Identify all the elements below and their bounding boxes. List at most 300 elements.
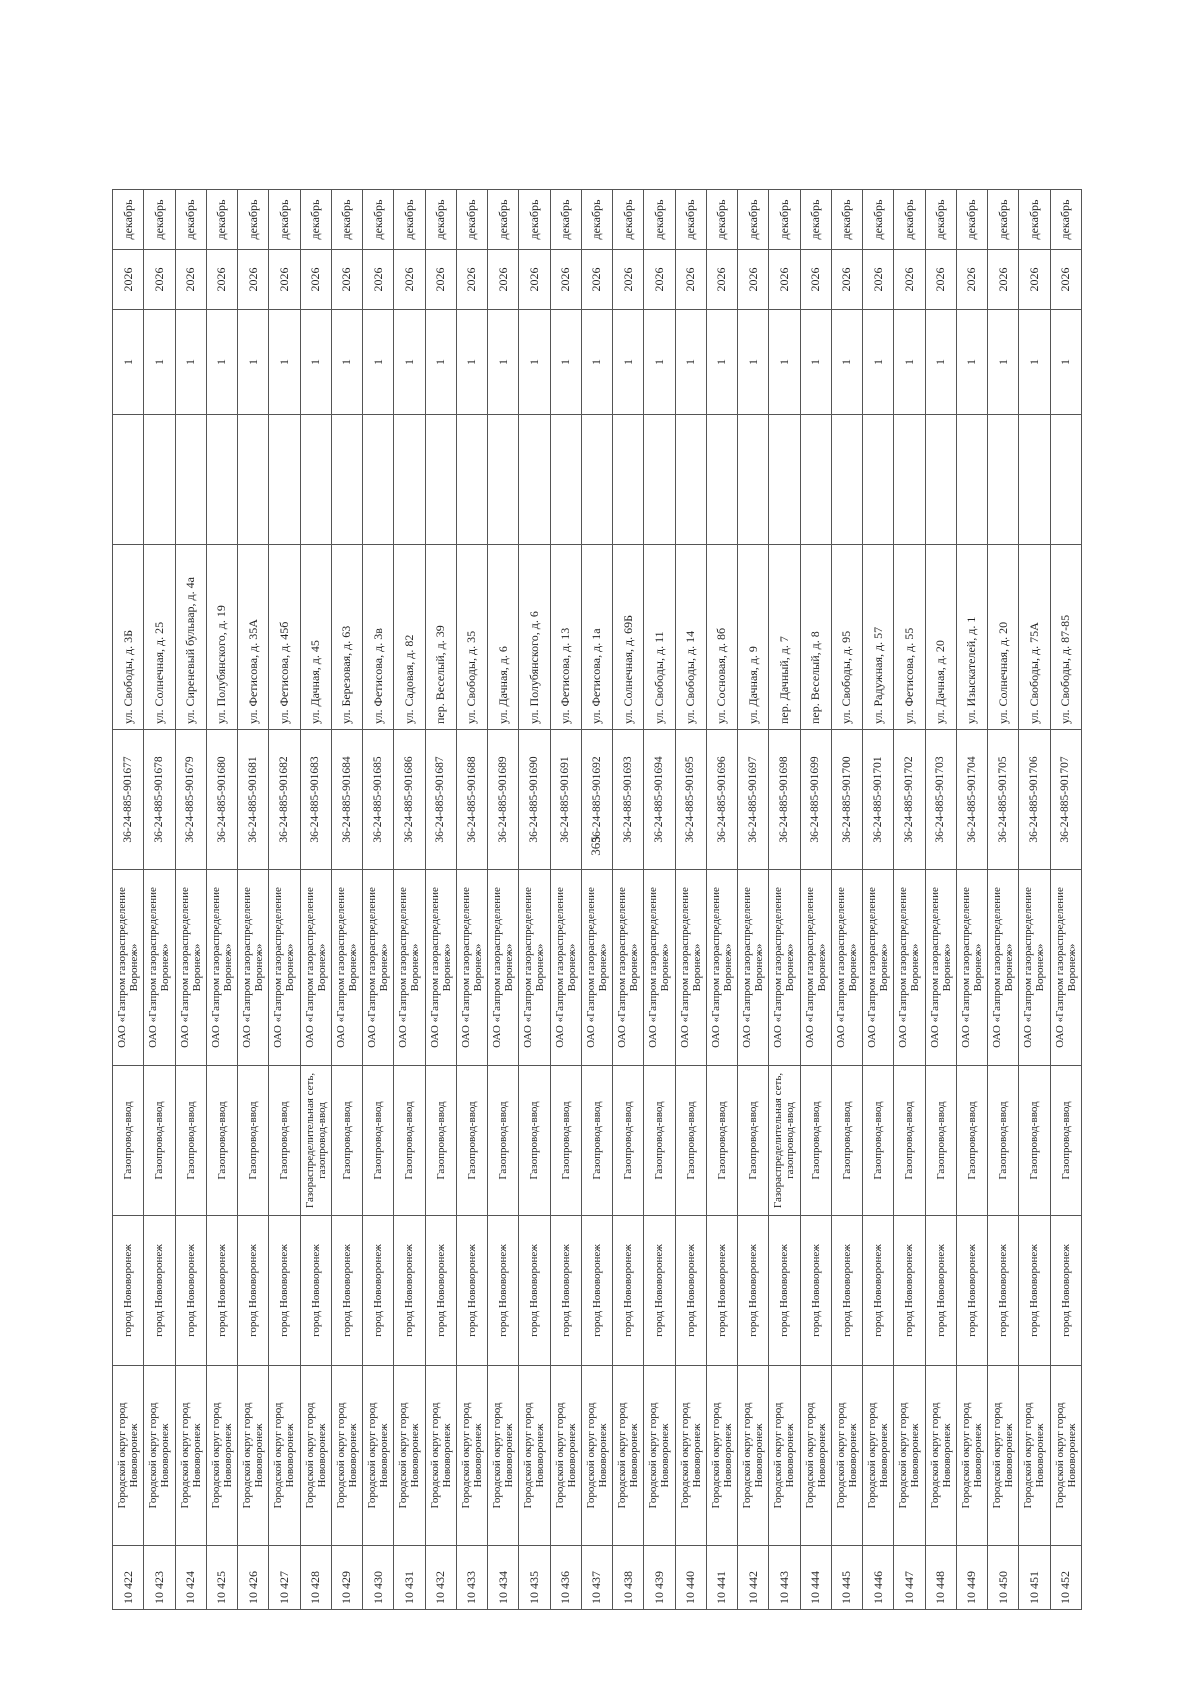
year-cell: 2026 xyxy=(144,250,175,310)
settlement-cell: город Нововоронеж xyxy=(675,1216,706,1366)
cadastral-number-cell: 36-24-885-901706 xyxy=(1019,730,1050,870)
object-type-cell: Газораспределительная сеть, газопровод-ввод xyxy=(769,1066,800,1216)
year-cell: 2026 xyxy=(488,250,519,310)
owner-cell: ОАО «Газпром газораспределение Воронеж» xyxy=(706,870,737,1066)
blank-cell xyxy=(988,415,1019,545)
owner-cell: ОАО «Газпром газораспределение Воронеж» xyxy=(331,870,362,1066)
cadastral-number-cell: 36-24-885-901697 xyxy=(738,730,769,870)
settlement-cell: город Нововоронеж xyxy=(113,1216,144,1366)
object-type-cell: Газопровод-ввод xyxy=(456,1066,487,1216)
owner-cell: ОАО «Газпром газораспределение Воронеж» xyxy=(113,870,144,1066)
month-cell: декабрь xyxy=(300,190,331,250)
settlement-cell: город Нововоронеж xyxy=(1019,1216,1050,1366)
municipality-cell: Городской округ город Нововоронеж xyxy=(206,1366,237,1546)
owner-cell: ОАО «Газпром газораспределение Воронеж» xyxy=(269,870,300,1066)
municipality-cell: Городской округ город Нововоронеж xyxy=(738,1366,769,1546)
object-type-cell: Газопровод-ввод xyxy=(706,1066,737,1216)
address-cell: ул. Сиреневый бульвар, д. 4а xyxy=(175,545,206,730)
address-cell: ул. Солнечная, д. 20 xyxy=(988,545,1019,730)
cadastral-number-cell: 36-24-885-901691 xyxy=(550,730,581,870)
municipality-cell: Городской округ город Нововоронеж xyxy=(300,1366,331,1546)
object-type-cell: Газопровод-ввод xyxy=(331,1066,362,1216)
owner-cell: ОАО «Газпром газораспределение Воронеж» xyxy=(831,870,862,1066)
address-cell: ул. Полубянского, д. 6 xyxy=(519,545,550,730)
quantity-cell: 1 xyxy=(144,310,175,415)
table-row xyxy=(206,190,237,1610)
quantity-cell: 1 xyxy=(800,310,831,415)
table-row xyxy=(675,190,706,1610)
cadastral-number-cell: 36-24-885-901680 xyxy=(206,730,237,870)
quantity-cell: 1 xyxy=(519,310,550,415)
registry-number-cell: 10 444 xyxy=(800,1546,831,1610)
cadastral-number-cell: 36-24-885-901707 xyxy=(1050,730,1082,870)
year-cell: 2026 xyxy=(925,250,956,310)
month-cell: декабрь xyxy=(456,190,487,250)
table-row xyxy=(988,190,1019,1610)
quantity-cell: 1 xyxy=(1019,310,1050,415)
object-type-cell: Газопровод-ввод xyxy=(550,1066,581,1216)
quantity-cell: 1 xyxy=(581,310,612,415)
month-cell: декабрь xyxy=(831,190,862,250)
registry-number-cell: 10 450 xyxy=(988,1546,1019,1610)
municipality-cell: Городской округ город Нововоронеж xyxy=(800,1366,831,1546)
object-type-cell: Газопровод-ввод xyxy=(894,1066,925,1216)
cadastral-number-cell: 36-24-885-901679 xyxy=(175,730,206,870)
month-cell: декабрь xyxy=(956,190,987,250)
registry-number-cell: 10 422 xyxy=(113,1546,144,1610)
table-row xyxy=(738,190,769,1610)
municipality-cell: Городской округ город Нововоронеж xyxy=(581,1366,612,1546)
municipality-cell: Городской округ город Нововоронеж xyxy=(144,1366,175,1546)
table-row xyxy=(456,190,487,1610)
cadastral-number-cell: 36-24-885-901694 xyxy=(644,730,675,870)
address-cell: ул. Фетисова, д. 13 xyxy=(550,545,581,730)
table-row xyxy=(956,190,987,1610)
table-row xyxy=(300,190,331,1610)
cadastral-number-cell: 36-24-885-901677 xyxy=(113,730,144,870)
blank-cell xyxy=(144,415,175,545)
object-type-cell: Газопровод-ввод xyxy=(831,1066,862,1216)
blank-cell xyxy=(331,415,362,545)
cadastral-number-cell: 36-24-885-901702 xyxy=(894,730,925,870)
settlement-cell: город Нововоронеж xyxy=(1050,1216,1082,1366)
municipality-cell: Городской округ город Нововоронеж xyxy=(956,1366,987,1546)
settlement-cell: город Нововоронеж xyxy=(550,1216,581,1366)
table-row xyxy=(550,190,581,1610)
registry-number-cell: 10 424 xyxy=(175,1546,206,1610)
owner-cell: ОАО «Газпром газораспределение Воронеж» xyxy=(675,870,706,1066)
table-row xyxy=(925,190,956,1610)
year-cell: 2026 xyxy=(581,250,612,310)
blank-cell xyxy=(581,415,612,545)
rotated-table-wrapper xyxy=(112,190,1082,1610)
municipality-cell: Городской округ город Нововоронеж xyxy=(925,1366,956,1546)
quantity-cell: 1 xyxy=(738,310,769,415)
address-cell: ул. Радужная, д. 57 xyxy=(863,545,894,730)
address-cell: ул. Дачная, д. 20 xyxy=(925,545,956,730)
registry-number-cell: 10 448 xyxy=(925,1546,956,1610)
settlement-cell: город Нововоронеж xyxy=(956,1216,987,1366)
object-type-cell: Газопровод-ввод xyxy=(238,1066,269,1216)
registry-number-cell: 10 432 xyxy=(425,1546,456,1610)
registry-number-cell: 10 434 xyxy=(488,1546,519,1610)
registry-number-cell: 10 452 xyxy=(1050,1546,1082,1610)
year-cell: 2026 xyxy=(1050,250,1082,310)
registry-table-body xyxy=(113,190,1082,1610)
object-type-cell: Газопровод-ввод xyxy=(144,1066,175,1216)
quantity-cell: 1 xyxy=(363,310,394,415)
year-cell: 2026 xyxy=(675,250,706,310)
municipality-cell: Городской округ город Нововоронеж xyxy=(1050,1366,1082,1546)
address-cell: ул. Дачная, д. 45 xyxy=(300,545,331,730)
municipality-cell: Городской округ город Нововоронеж xyxy=(550,1366,581,1546)
month-cell: декабрь xyxy=(769,190,800,250)
address-cell: ул. Свободы, д. 87-85 xyxy=(1050,545,1082,730)
blank-cell xyxy=(113,415,144,545)
cadastral-number-cell: 36-24-885-901683 xyxy=(300,730,331,870)
municipality-cell: Городской округ город Нововоронеж xyxy=(456,1366,487,1546)
settlement-cell: город Нововоронеж xyxy=(519,1216,550,1366)
address-cell: ул. Полубянского, д. 19 xyxy=(206,545,237,730)
table-row xyxy=(1019,190,1050,1610)
month-cell: декабрь xyxy=(269,190,300,250)
settlement-cell: город Нововоронеж xyxy=(738,1216,769,1366)
cadastral-number-cell: 36-24-885-901695 xyxy=(675,730,706,870)
blank-cell xyxy=(206,415,237,545)
year-cell: 2026 xyxy=(988,250,1019,310)
municipality-cell: Городской округ город Нововоронеж xyxy=(863,1366,894,1546)
settlement-cell: город Нововоронеж xyxy=(488,1216,519,1366)
blank-cell xyxy=(488,415,519,545)
year-cell: 2026 xyxy=(613,250,644,310)
blank-cell xyxy=(800,415,831,545)
table-row xyxy=(644,190,675,1610)
year-cell: 2026 xyxy=(956,250,987,310)
registry-number-cell: 10 449 xyxy=(956,1546,987,1610)
owner-cell: ОАО «Газпром газораспределение Воронеж» xyxy=(488,870,519,1066)
table-row xyxy=(269,190,300,1610)
quantity-cell: 1 xyxy=(769,310,800,415)
registry-number-cell: 10 430 xyxy=(363,1546,394,1610)
municipality-cell: Городской округ город Нововоронеж xyxy=(363,1366,394,1546)
table-row xyxy=(144,190,175,1610)
quantity-cell: 1 xyxy=(1050,310,1082,415)
table-row xyxy=(331,190,362,1610)
cadastral-number-cell: 36-24-885-901692 xyxy=(581,730,612,870)
cadastral-number-cell: 36-24-885-901682 xyxy=(269,730,300,870)
address-cell: ул. Изыскателей, д. 1 xyxy=(956,545,987,730)
registry-number-cell: 10 437 xyxy=(581,1546,612,1610)
year-cell: 2026 xyxy=(456,250,487,310)
address-cell: ул. Фетисова, д. 35А xyxy=(238,545,269,730)
blank-cell xyxy=(519,415,550,545)
owner-cell: ОАО «Газпром газораспределение Воронеж» xyxy=(863,870,894,1066)
blank-cell xyxy=(300,415,331,545)
municipality-cell: Городской округ город Нововоронеж xyxy=(769,1366,800,1546)
month-cell: декабрь xyxy=(488,190,519,250)
object-type-cell: Газопровод-ввод xyxy=(800,1066,831,1216)
year-cell: 2026 xyxy=(269,250,300,310)
table-row xyxy=(581,190,612,1610)
month-cell: декабрь xyxy=(863,190,894,250)
registry-number-cell: 10 435 xyxy=(519,1546,550,1610)
object-type-cell: Газопровод-ввод xyxy=(581,1066,612,1216)
quantity-cell: 1 xyxy=(675,310,706,415)
cadastral-number-cell: 36-24-885-901681 xyxy=(238,730,269,870)
registry-number-cell: 10 425 xyxy=(206,1546,237,1610)
cadastral-number-cell: 36-24-885-901703 xyxy=(925,730,956,870)
object-type-cell: Газопровод-ввод xyxy=(206,1066,237,1216)
quantity-cell: 1 xyxy=(238,310,269,415)
municipality-cell: Городской округ город Нововоронеж xyxy=(1019,1366,1050,1546)
owner-cell: ОАО «Газпром газораспределение Воронеж» xyxy=(1050,870,1082,1066)
month-cell: декабрь xyxy=(144,190,175,250)
owner-cell: ОАО «Газпром газораспределение Воронеж» xyxy=(394,870,425,1066)
cadastral-number-cell: 36-24-885-901699 xyxy=(800,730,831,870)
owner-cell: ОАО «Газпром газораспределение Воронеж» xyxy=(519,870,550,1066)
quantity-cell: 1 xyxy=(175,310,206,415)
cadastral-number-cell: 36-24-885-901700 xyxy=(831,730,862,870)
municipality-cell: Городской округ город Нововоронеж xyxy=(238,1366,269,1546)
address-cell: ул. Солнечная, д. 69Б xyxy=(613,545,644,730)
settlement-cell: город Нововоронеж xyxy=(425,1216,456,1366)
settlement-cell: город Нововоронеж xyxy=(394,1216,425,1366)
month-cell: декабрь xyxy=(894,190,925,250)
municipality-cell: Городской округ город Нововоронеж xyxy=(113,1366,144,1546)
object-type-cell: Газопровод-ввод xyxy=(175,1066,206,1216)
municipality-cell: Городской округ город Нововоронеж xyxy=(331,1366,362,1546)
table-row xyxy=(894,190,925,1610)
municipality-cell: Городской округ город Нововоронеж xyxy=(706,1366,737,1546)
owner-cell: ОАО «Газпром газораспределение Воронеж» xyxy=(175,870,206,1066)
object-type-cell: Газопровод-ввод xyxy=(738,1066,769,1216)
year-cell: 2026 xyxy=(300,250,331,310)
quantity-cell: 1 xyxy=(206,310,237,415)
blank-cell xyxy=(644,415,675,545)
object-type-cell: Газопровод-ввод xyxy=(363,1066,394,1216)
settlement-cell: город Нововоронеж xyxy=(925,1216,956,1366)
blank-cell xyxy=(550,415,581,545)
cadastral-number-cell: 36-24-885-901705 xyxy=(988,730,1019,870)
address-cell: пер. Веселый, д. 8 xyxy=(800,545,831,730)
quantity-cell: 1 xyxy=(831,310,862,415)
object-type-cell: Газопровод-ввод xyxy=(425,1066,456,1216)
owner-cell: ОАО «Газпром газораспределение Воронеж» xyxy=(1019,870,1050,1066)
municipality-cell: Городской округ город Нововоронеж xyxy=(488,1366,519,1546)
month-cell: декабрь xyxy=(394,190,425,250)
registry-number-cell: 10 451 xyxy=(1019,1546,1050,1610)
settlement-cell: город Нововоронеж xyxy=(269,1216,300,1366)
year-cell: 2026 xyxy=(113,250,144,310)
address-cell: ул. Березовая, д. 63 xyxy=(331,545,362,730)
month-cell: декабрь xyxy=(925,190,956,250)
quantity-cell: 1 xyxy=(644,310,675,415)
settlement-cell: город Нововоронеж xyxy=(363,1216,394,1366)
table-row xyxy=(706,190,737,1610)
owner-cell: ОАО «Газпром газораспределение Воронеж» xyxy=(206,870,237,1066)
quantity-cell: 1 xyxy=(550,310,581,415)
cadastral-number-cell: 36-24-885-901698 xyxy=(769,730,800,870)
blank-cell xyxy=(269,415,300,545)
settlement-cell: город Нововоронеж xyxy=(456,1216,487,1366)
table-row xyxy=(1050,190,1082,1610)
object-type-cell: Газопровод-ввод xyxy=(519,1066,550,1216)
cadastral-number-cell: 36-24-885-901685 xyxy=(363,730,394,870)
cadastral-number-cell: 36-24-885-901689 xyxy=(488,730,519,870)
owner-cell: ОАО «Газпром газораспределение Воронеж» xyxy=(144,870,175,1066)
quantity-cell: 1 xyxy=(456,310,487,415)
address-cell: ул. Фетисова, д. 55 xyxy=(894,545,925,730)
year-cell: 2026 xyxy=(738,250,769,310)
registry-number-cell: 10 443 xyxy=(769,1546,800,1610)
year-cell: 2026 xyxy=(331,250,362,310)
municipality-cell: Городской округ город Нововоронеж xyxy=(988,1366,1019,1546)
municipality-cell: Городской округ город Нововоронеж xyxy=(519,1366,550,1546)
blank-cell xyxy=(831,415,862,545)
table-row xyxy=(363,190,394,1610)
settlement-cell: город Нововоронеж xyxy=(644,1216,675,1366)
month-cell: декабрь xyxy=(988,190,1019,250)
address-cell: ул. Фетисова, д. 3в xyxy=(363,545,394,730)
owner-cell: ОАО «Газпром газораспределение Воронеж» xyxy=(425,870,456,1066)
cadastral-number-cell: 36-24-885-901704 xyxy=(956,730,987,870)
year-cell: 2026 xyxy=(394,250,425,310)
blank-cell xyxy=(1050,415,1082,545)
blank-cell xyxy=(863,415,894,545)
month-cell: декабрь xyxy=(706,190,737,250)
table-row xyxy=(769,190,800,1610)
registry-number-cell: 10 436 xyxy=(550,1546,581,1610)
settlement-cell: город Нововоронеж xyxy=(706,1216,737,1366)
object-type-cell: Газопровод-ввод xyxy=(863,1066,894,1216)
settlement-cell: город Нововоронеж xyxy=(831,1216,862,1366)
object-type-cell: Газопровод-ввод xyxy=(925,1066,956,1216)
blank-cell xyxy=(456,415,487,545)
year-cell: 2026 xyxy=(706,250,737,310)
blank-cell xyxy=(894,415,925,545)
table-row xyxy=(488,190,519,1610)
quantity-cell: 1 xyxy=(113,310,144,415)
owner-cell: ОАО «Газпром газораспределение Воронеж» xyxy=(769,870,800,1066)
month-cell: декабрь xyxy=(1019,190,1050,250)
municipality-cell: Городской округ город Нововоронеж xyxy=(394,1366,425,1546)
registry-number-cell: 10 423 xyxy=(144,1546,175,1610)
quantity-cell: 1 xyxy=(988,310,1019,415)
registry-number-cell: 10 433 xyxy=(456,1546,487,1610)
object-type-cell: Газопровод-ввод xyxy=(394,1066,425,1216)
table-row xyxy=(425,190,456,1610)
blank-cell xyxy=(363,415,394,545)
owner-cell: ОАО «Газпром газораспределение Воронеж» xyxy=(238,870,269,1066)
settlement-cell: город Нововоронеж xyxy=(144,1216,175,1366)
owner-cell: ОАО «Газпром газораспределение Воронеж» xyxy=(956,870,987,1066)
owner-cell: ОАО «Газпром газораспределение Воронеж» xyxy=(456,870,487,1066)
month-cell: декабрь xyxy=(738,190,769,250)
registry-number-cell: 10 445 xyxy=(831,1546,862,1610)
cadastral-number-cell: 36-24-885-901693 xyxy=(613,730,644,870)
object-type-cell: Газопровод-ввод xyxy=(269,1066,300,1216)
registry-number-cell: 10 439 xyxy=(644,1546,675,1610)
table-row xyxy=(238,190,269,1610)
year-cell: 2026 xyxy=(175,250,206,310)
owner-cell: ОАО «Газпром газораспределение Воронеж» xyxy=(738,870,769,1066)
municipality-cell: Городской округ город Нововоронеж xyxy=(644,1366,675,1546)
object-type-cell: Газопровод-ввод xyxy=(675,1066,706,1216)
quantity-cell: 1 xyxy=(488,310,519,415)
cadastral-number-cell: 36-24-885-901687 xyxy=(425,730,456,870)
cadastral-number-cell: 36-24-885-901696 xyxy=(706,730,737,870)
registry-number-cell: 10 429 xyxy=(331,1546,362,1610)
year-cell: 2026 xyxy=(206,250,237,310)
quantity-cell: 1 xyxy=(300,310,331,415)
month-cell: декабрь xyxy=(581,190,612,250)
blank-cell xyxy=(769,415,800,545)
owner-cell: ОАО «Газпром газораспределение Воронеж» xyxy=(363,870,394,1066)
blank-cell xyxy=(175,415,206,545)
quantity-cell: 1 xyxy=(956,310,987,415)
month-cell: декабрь xyxy=(175,190,206,250)
year-cell: 2026 xyxy=(1019,250,1050,310)
year-cell: 2026 xyxy=(363,250,394,310)
year-cell: 2026 xyxy=(831,250,862,310)
owner-cell: ОАО «Газпром газораспределение Воронеж» xyxy=(800,870,831,1066)
registry-number-cell: 10 441 xyxy=(706,1546,737,1610)
month-cell: декабрь xyxy=(675,190,706,250)
year-cell: 2026 xyxy=(863,250,894,310)
month-cell: декабрь xyxy=(206,190,237,250)
settlement-cell: город Нововоронеж xyxy=(300,1216,331,1366)
address-cell: ул. Свободы, д. 14 xyxy=(675,545,706,730)
table-row xyxy=(613,190,644,1610)
address-cell: ул. Свободы, д. 35 xyxy=(456,545,487,730)
table-row xyxy=(863,190,894,1610)
month-cell: декабрь xyxy=(363,190,394,250)
quantity-cell: 1 xyxy=(706,310,737,415)
owner-cell: ОАО «Газпром газораспределение Воронеж» xyxy=(550,870,581,1066)
address-cell: ул. Дачная, д. 9 xyxy=(738,545,769,730)
quantity-cell: 1 xyxy=(894,310,925,415)
month-cell: декабрь xyxy=(1050,190,1082,250)
address-cell: ул. Свободы, д. 11 xyxy=(644,545,675,730)
settlement-cell: город Нововоронеж xyxy=(988,1216,1019,1366)
year-cell: 2026 xyxy=(894,250,925,310)
table-row xyxy=(113,190,144,1610)
cadastral-number-cell: 36-24-885-901701 xyxy=(863,730,894,870)
blank-cell xyxy=(613,415,644,545)
settlement-cell: город Нововоронеж xyxy=(238,1216,269,1366)
address-cell: ул. Дачная, д. 6 xyxy=(488,545,519,730)
settlement-cell: город Нововоронеж xyxy=(175,1216,206,1366)
registry-number-cell: 10 431 xyxy=(394,1546,425,1610)
blank-cell xyxy=(925,415,956,545)
address-cell: ул. Фетисова, д. 45б xyxy=(269,545,300,730)
municipality-cell: Городской округ город Нововоронеж xyxy=(175,1366,206,1546)
owner-cell: ОАО «Газпром газораспределение Воронеж» xyxy=(925,870,956,1066)
month-cell: декабрь xyxy=(519,190,550,250)
object-type-cell: Газопровод-ввод xyxy=(956,1066,987,1216)
cadastral-number-cell: 36-24-885-901684 xyxy=(331,730,362,870)
blank-cell xyxy=(675,415,706,545)
address-cell: ул. Фетисова, д. 1а xyxy=(581,545,612,730)
registry-number-cell: 10 440 xyxy=(675,1546,706,1610)
address-cell: ул. Садовая, д. 82 xyxy=(394,545,425,730)
registry-number-cell: 10 447 xyxy=(894,1546,925,1610)
address-cell: ул. Солнечная, д. 25 xyxy=(144,545,175,730)
month-cell: декабрь xyxy=(331,190,362,250)
object-type-cell: Газопровод-ввод xyxy=(113,1066,144,1216)
cadastral-number-cell: 36-24-885-901678 xyxy=(144,730,175,870)
municipality-cell: Городской округ город Нововоронеж xyxy=(675,1366,706,1546)
